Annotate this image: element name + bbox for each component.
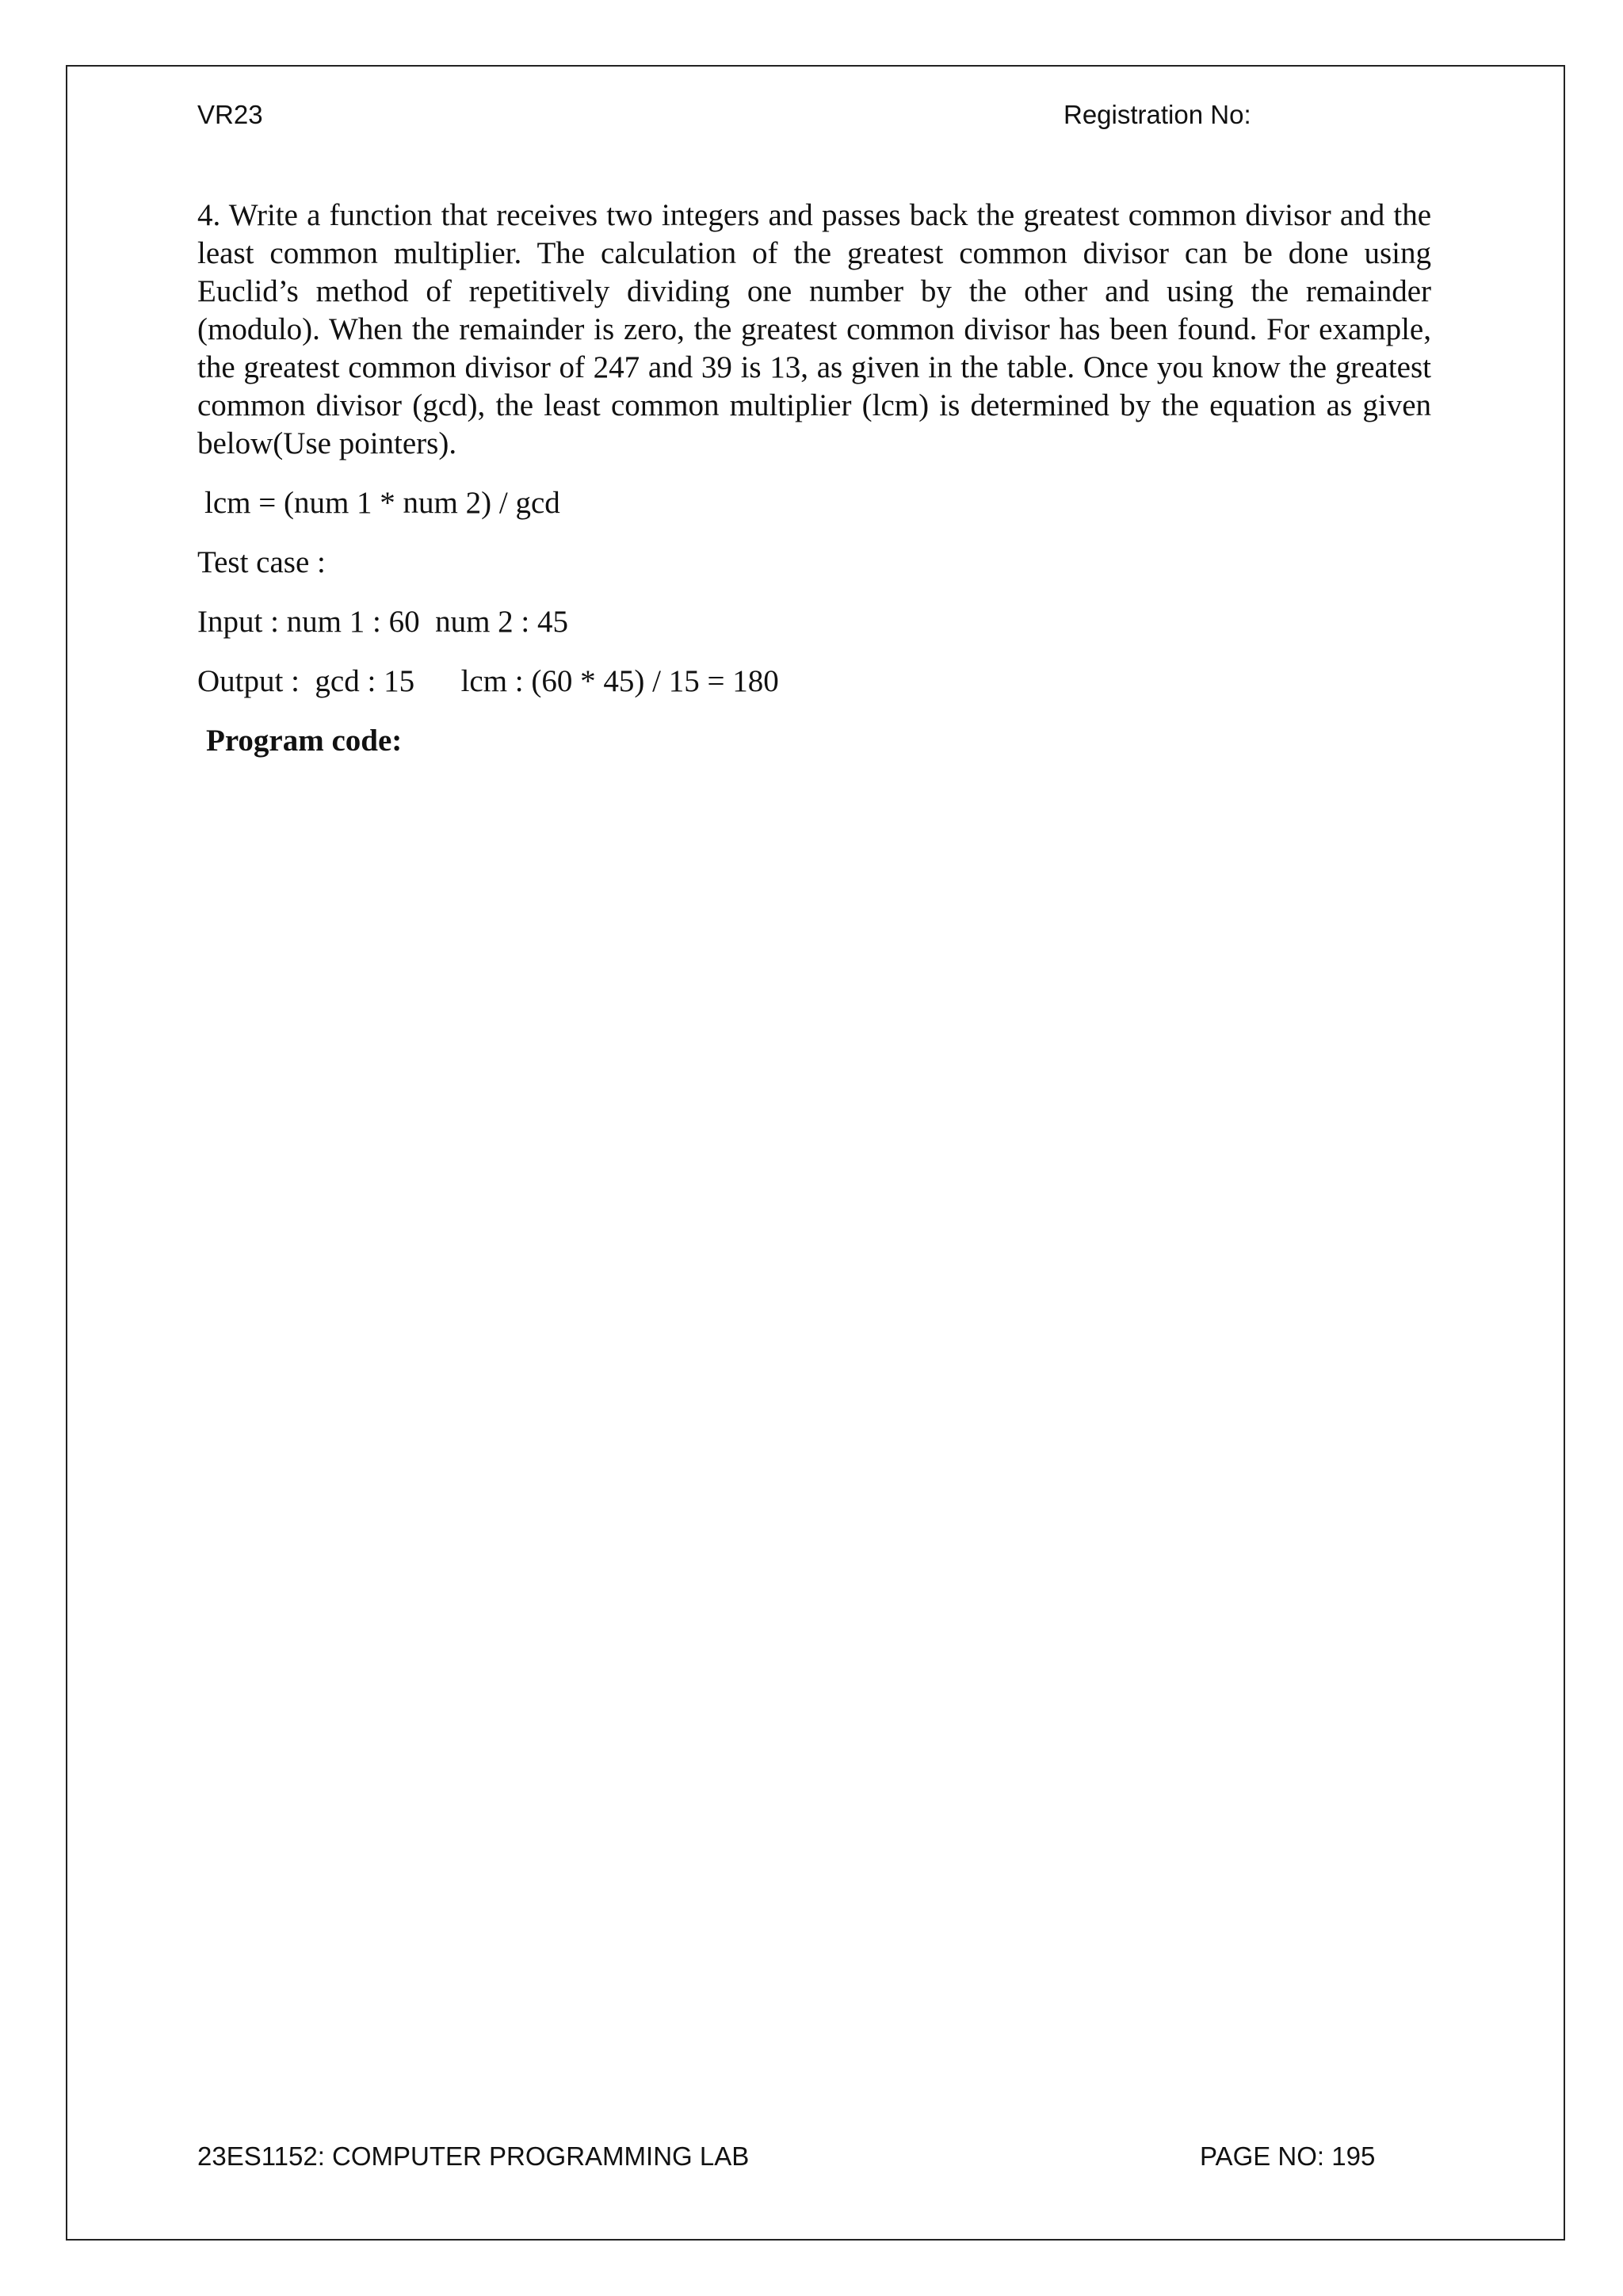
test-case-output: Output : gcd : 15 lcm : (60 * 45) / 15 = 180 bbox=[197, 664, 779, 698]
program-code-label: Program code: bbox=[206, 724, 403, 758]
page-content bbox=[197, 197, 1431, 760]
header-code: VR23 bbox=[197, 100, 263, 129]
lcm-formula: lcm = (num 1 * num 2) / gcd bbox=[204, 486, 560, 520]
test-case-input: Input : num 1 : 60 num 2 : 45 bbox=[197, 605, 568, 639]
question-text: 4. Write a function that receives two integers and passes back the greatest common divisor and the least common multiplier. The calculation of the greatest common divisor can be done using Euclid’s method of repetitively dividing one number by the other and using the remainder (modulo). When the remainder is zero, the greatest common divisor has been found. For example, the greatest common divisor of 247 and 39 is 13, as given in the table. Once you know the greatest common divisor (gcd), the least common multiplier (lcm) is determined by the equation as given below(Use pointers). bbox=[197, 198, 1431, 460]
test-case-label: Test case : bbox=[197, 545, 326, 579]
footer-page-number: PAGE NO: 195 bbox=[1200, 2141, 1376, 2171]
footer-course-title: 23ES1152: COMPUTER PROGRAMMING LAB bbox=[197, 2141, 750, 2171]
registration-number-label: Registration No: bbox=[1064, 100, 1251, 129]
